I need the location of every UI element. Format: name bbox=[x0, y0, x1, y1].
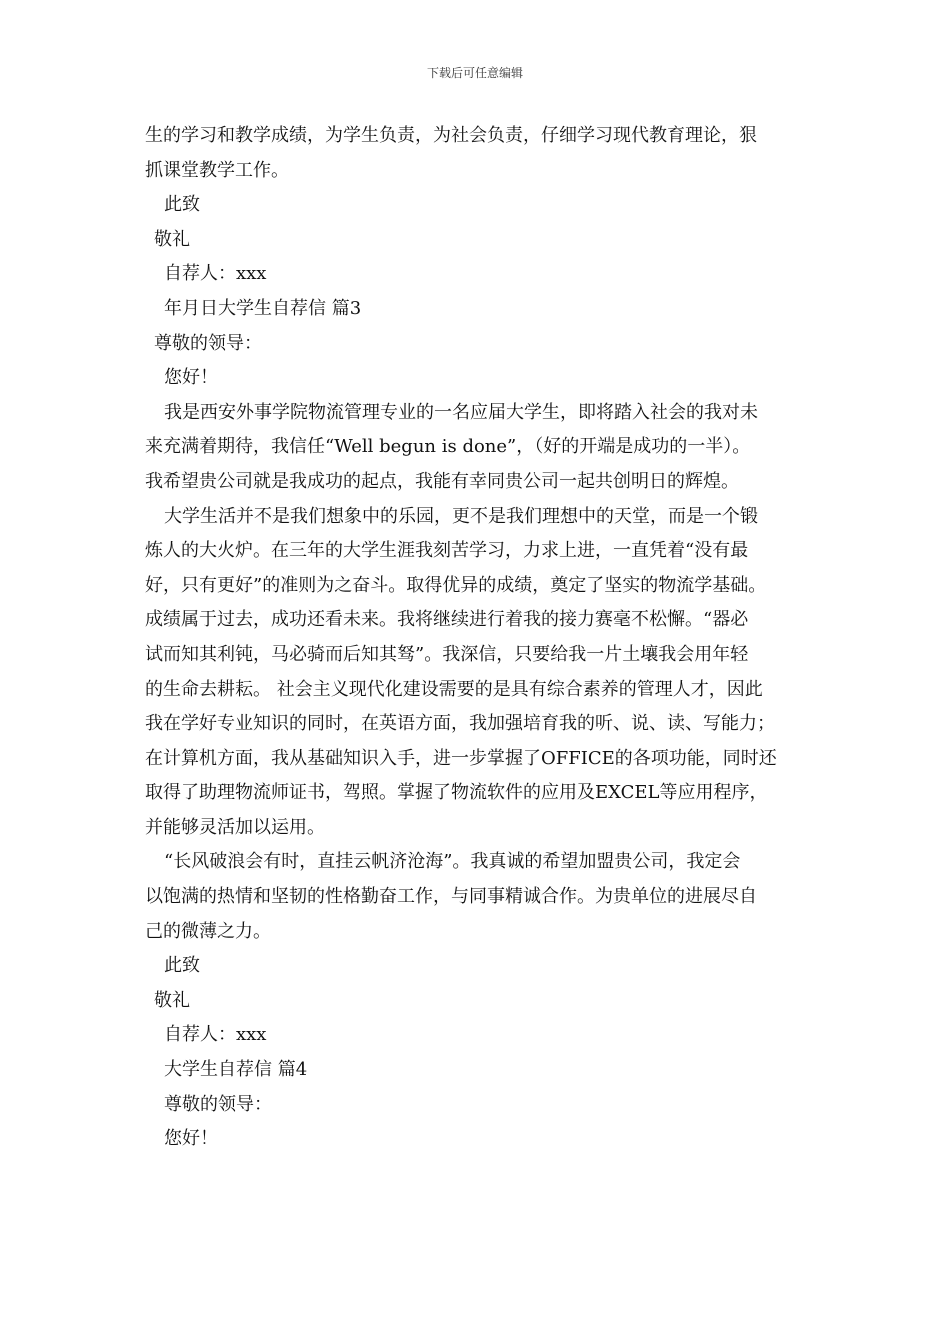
text-line: 您好！ bbox=[164, 367, 218, 389]
text-line: 您好！ bbox=[164, 1128, 218, 1150]
text-line: 大学生活并不是我们想象中的乐园，更不是我们理想中的天堂，而是一个锻 bbox=[164, 505, 758, 527]
text-line: 自荐人：xxx bbox=[164, 1024, 267, 1046]
text-line: 年月日大学生自荐信 篇3 bbox=[164, 297, 362, 319]
text-line: 炼人的大火炉。在三年的大学生涯我刻苦学习，力求上进，一直凭着“没有最 bbox=[145, 540, 749, 562]
text-line: 自荐人：xxx bbox=[164, 263, 267, 285]
text-line: 大学生自荐信 篇4 bbox=[164, 1059, 308, 1081]
text-line: 的生命去耕耘。 社会主义现代化建设需要的是具有综合素养的管理人才，因此 bbox=[145, 678, 763, 700]
text-line: 试而知其利钝，马必骑而后知其驽”。我深信，只要给我一片土壤我会用年轻 bbox=[145, 643, 749, 665]
text-line: 我在学好专业知识的同时，在英语方面，我加强培育我的听、说、读、写能力； bbox=[145, 713, 775, 735]
text-line: 我希望贵公司就是我成功的起点，我能有幸同贵公司一起共创明日的辉煌。 bbox=[145, 470, 739, 492]
text-line: 抓课堂教学工作。 bbox=[145, 159, 289, 181]
text-line: 尊敬的领导： bbox=[164, 1093, 272, 1115]
text-line: 好，只有更好”的准则为之奋斗。取得优异的成绩，奠定了坚实的物流学基础。 bbox=[145, 574, 767, 596]
text-line: “长风破浪会有时，直挂云帆济沧海”。我真诚的希望加盟贵公司，我定会 bbox=[164, 851, 741, 873]
text-line: 此致 bbox=[164, 955, 200, 977]
text-line: 我是西安外事学院物流管理专业的一名应届大学生，即将踏入社会的我对未 bbox=[164, 401, 758, 423]
text-line: 此致 bbox=[164, 194, 200, 216]
text-line: 敬礼 bbox=[154, 228, 190, 250]
text-line: 并能够灵活加以运用。 bbox=[145, 816, 325, 838]
text-line: 尊敬的领导： bbox=[154, 332, 262, 354]
page-header: 下载后可任意编辑 bbox=[426, 66, 523, 80]
text-line: 在计算机方面，我从基础知识入手，进一步掌握了OFFICE的各项功能，同时还 bbox=[145, 747, 777, 769]
text-line: 敬礼 bbox=[154, 989, 190, 1011]
text-line: 取得了助理物流师证书，驾照。掌握了物流软件的应用及EXCEL等应用程序， bbox=[145, 782, 768, 804]
text-line: 以饱满的热情和坚韧的性格勤奋工作，与同事精诚合作。为贵单位的进展尽自 bbox=[145, 886, 757, 908]
text-line: 生的学习和教学成绩，为学生负责，为社会负责，仔细学习现代教育理论，狠 bbox=[145, 125, 757, 146]
text-line: 成绩属于过去，成功还看未来。我将继续进行着我的接力赛毫不松懈。“器必 bbox=[145, 609, 749, 631]
document-body bbox=[145, 119, 825, 1157]
text-line: 己的微薄之力。 bbox=[145, 920, 271, 942]
text-line: 来充满着期待，我信任“Well begun is done”，（好的开端是成功的一半）。 bbox=[145, 436, 751, 458]
